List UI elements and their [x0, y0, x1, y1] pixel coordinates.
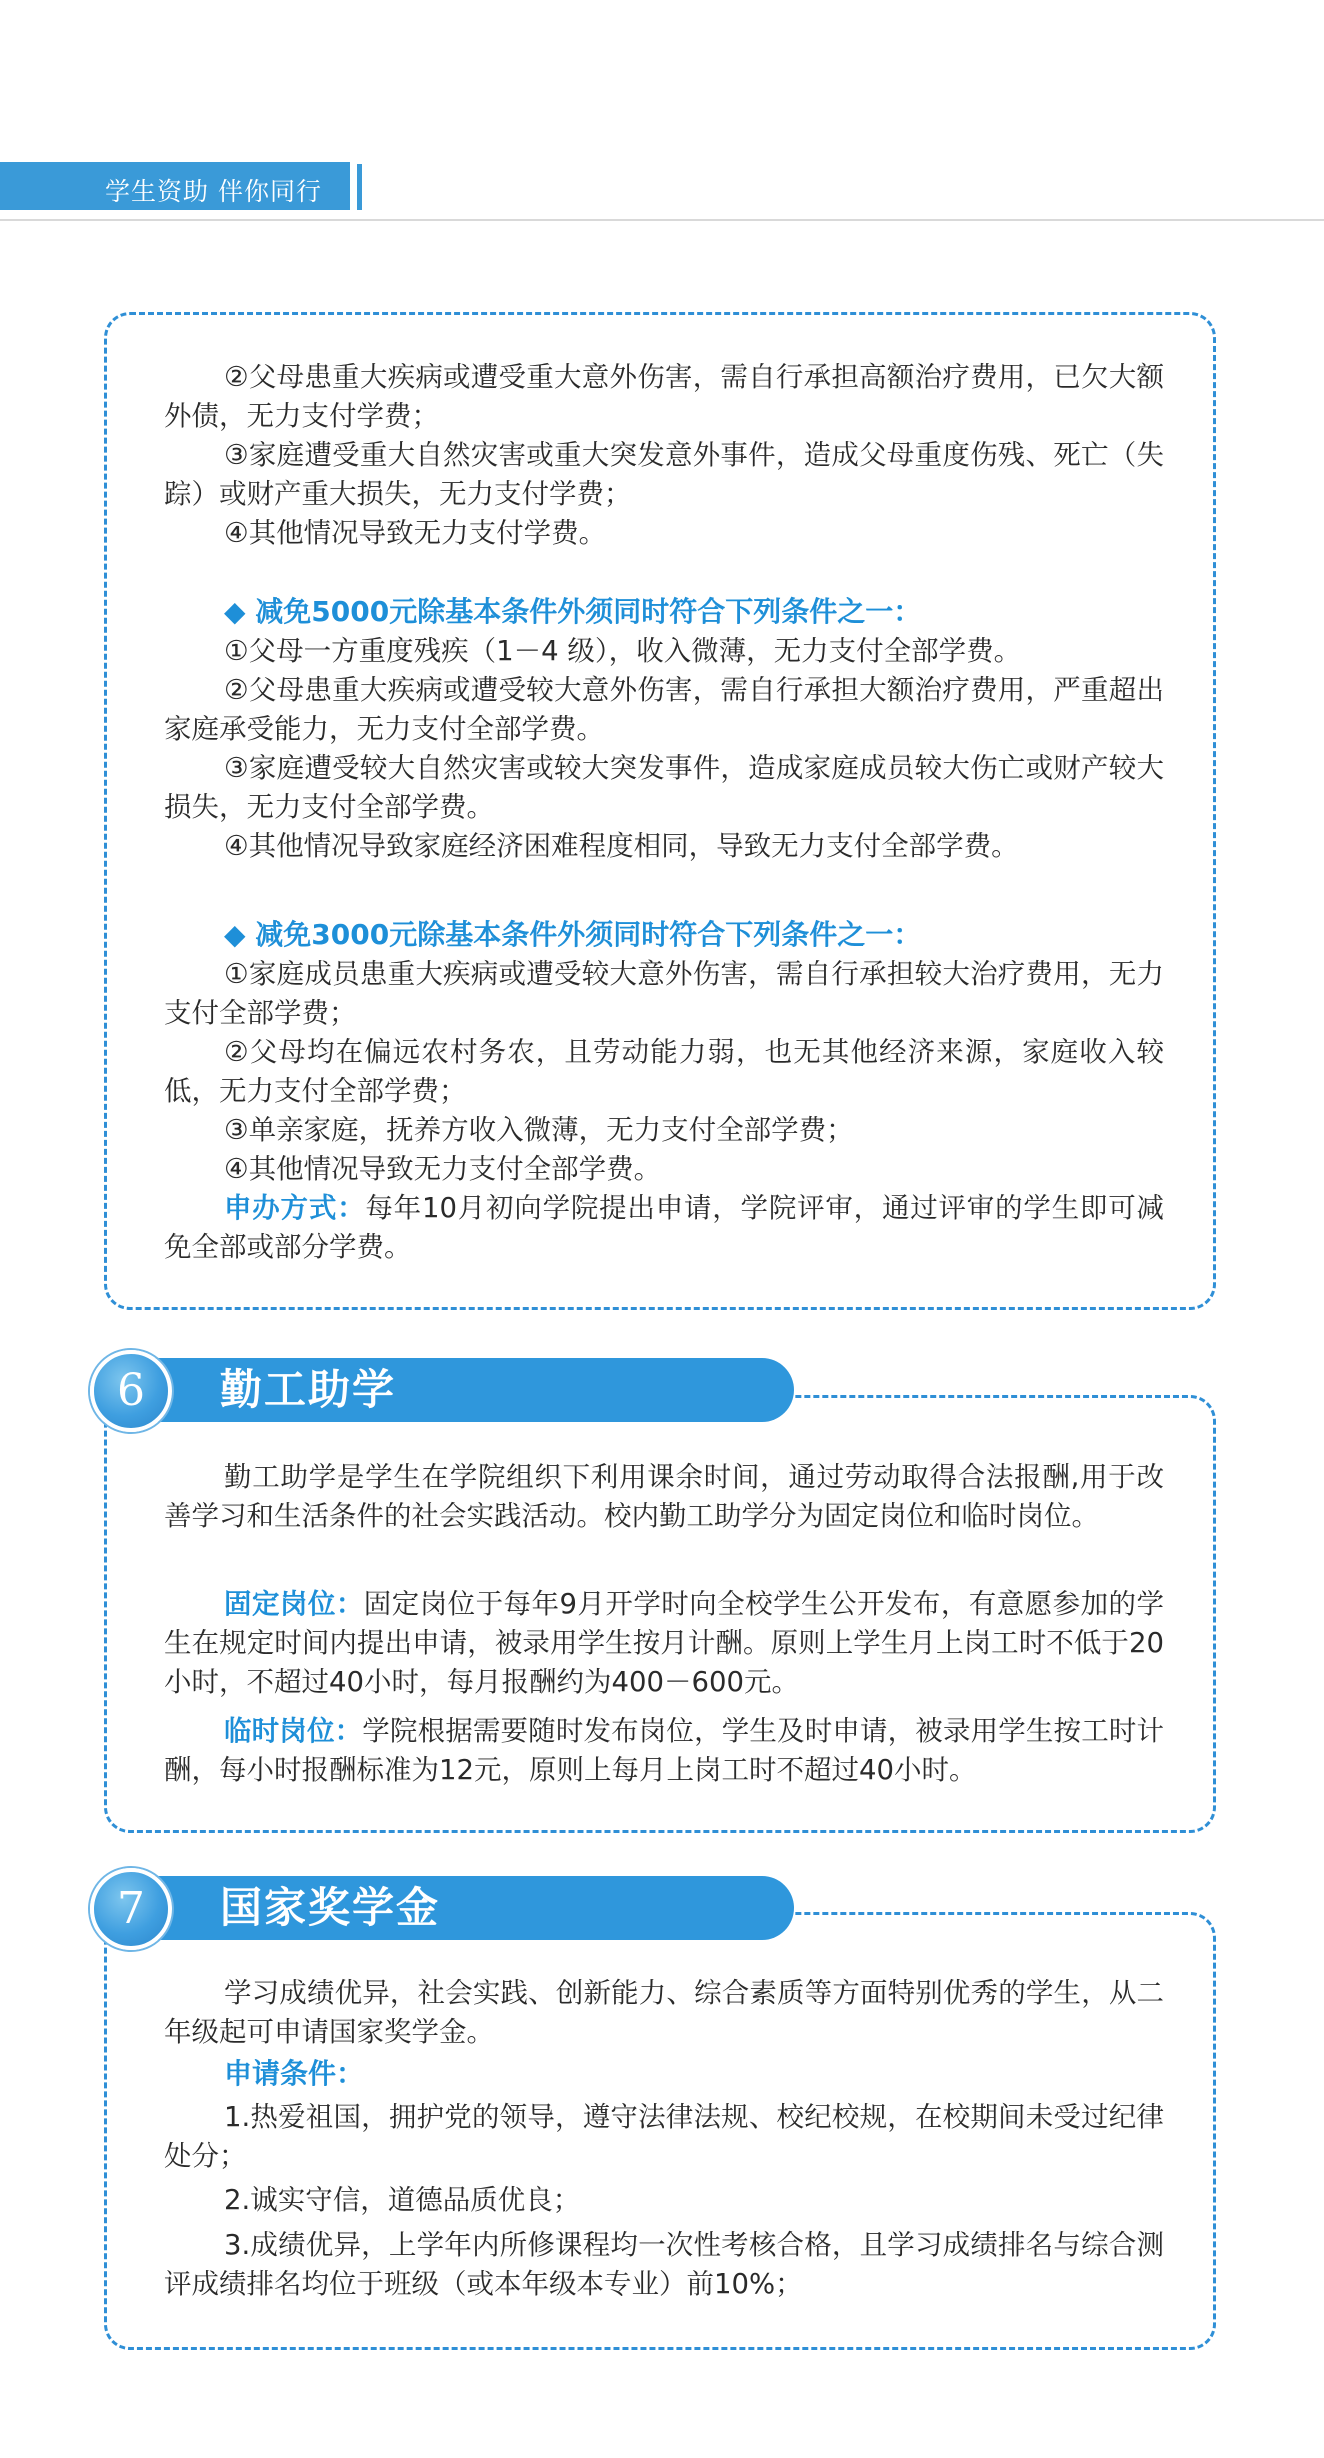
section7-title: 国家奖学金	[220, 1883, 441, 1932]
paragraph: ②父母均在偏远农村务农，且劳动能力弱，也无其他经济来源，家庭收入较低，无力支付全部学费；	[164, 1036, 1164, 1107]
condition-item: 3.成绩优异，上学年内所修课程均一次性考核合格，且学习成绩排名与综合测评成绩排名均位于班级（或本年级本专业）前10%；	[164, 2229, 1164, 2300]
section6-title: 勤工助学	[220, 1365, 397, 1414]
conditions-label: 申请条件：	[224, 2057, 365, 2090]
subheading-5000: ◆ 减免5000元除基本条件外须同时符合下列条件之一：	[224, 595, 922, 628]
header-divider	[0, 219, 1324, 221]
apply-method-text: 每年10月初向学院提出申请，学院评审，通过评审的学生即可减免全部或部分学费。	[164, 1192, 1164, 1263]
fixed-position-text: 固定岗位于每年9月开学时向全校学生公开发布，有意愿参加的学生在规定时间内提出申请，被录用学生按月计酬。原则上学生月上岗工时不低于20小时，不超过40小时，每月报酬约为400－600元。	[164, 1588, 1165, 1698]
apply-method-label: 申办方式：	[224, 1192, 366, 1224]
section6-number: 6	[117, 1365, 145, 1416]
condition-item: 2.诚实守信，道德品质优良；	[224, 2184, 581, 2216]
fixed-position-paragraph	[164, 1585, 1164, 1702]
paragraph: ④其他情况导致无力支付全部学费。	[224, 1153, 662, 1185]
paragraph: ④其他情况导致无力支付学费。	[224, 517, 607, 549]
fixed-position-label: 固定岗位：	[224, 1588, 364, 1620]
paragraph: 勤工助学是学生在学院组织下利用课余时间，通过劳动取得合法报酬,用于改善学习和生活条件的社会实践活动。校内勤工助学分为固定岗位和临时岗位。	[164, 1461, 1164, 1532]
header-accent-bar	[357, 164, 362, 210]
paragraph: ③家庭遭受较大自然灾害或较大突发事件，造成家庭成员较大伤亡或财产较大损失，无力支付全部学费。	[164, 752, 1164, 823]
paragraph: ④其他情况导致家庭经济困难程度相同，导致无力支付全部学费。	[224, 830, 1019, 862]
paragraph: ③单亲家庭，抚养方收入微薄，无力支付全部学费；	[224, 1114, 854, 1146]
paragraph: ②父母患重大疾病或遭受重大意外伤害，需自行承担高额治疗费用，已欠大额外债，无力支付学费；	[164, 361, 1164, 432]
subheading-3000: ◆ 减免3000元除基本条件外须同时符合下列条件之一：	[224, 918, 922, 951]
paragraph: 学习成绩优异，社会实践、创新能力、综合素质等方面特别优秀的学生，从二年级起可申请国家奖学金。	[164, 1977, 1164, 2048]
section7-number: 7	[117, 1883, 145, 1934]
paragraph: ②父母患重大疾病或遭受较大意外伤害，需自行承担大额治疗费用，严重超出家庭承受能力，无力支付全部学费。	[164, 674, 1164, 745]
section7-number-badge	[90, 1868, 172, 1950]
condition-item: 1.热爱祖国，拥护党的领导，遵守法律法规、校纪校规，在校期间未受过纪律处分；	[164, 2101, 1164, 2172]
temporary-position-text: 学院根据需要随时发布岗位，学生及时申请，被录用学生按工时计酬，每小时报酬标准为12元，原则上每月上岗工时不超过40小时。	[164, 1715, 1165, 1786]
header-title: 学生资助 伴你同行	[105, 177, 322, 206]
temporary-position-label: 临时岗位：	[224, 1715, 363, 1747]
paragraph: ①父母一方重度残疾（1－4 级），收入微薄，无力支付全部学费。	[224, 635, 1022, 667]
section6-number-badge	[90, 1350, 172, 1432]
paragraph: ③家庭遭受重大自然灾害或重大突发意外事件，造成父母重度伤残、死亡（失踪）或财产重大损失，无力支付学费；	[164, 439, 1164, 510]
temporary-position-paragraph	[164, 1712, 1164, 1790]
paragraph: ①家庭成员患重大疾病或遭受较大意外伤害，需自行承担较大治疗费用，无力支付全部学费；	[164, 958, 1164, 1029]
apply-method-paragraph	[164, 1189, 1164, 1267]
